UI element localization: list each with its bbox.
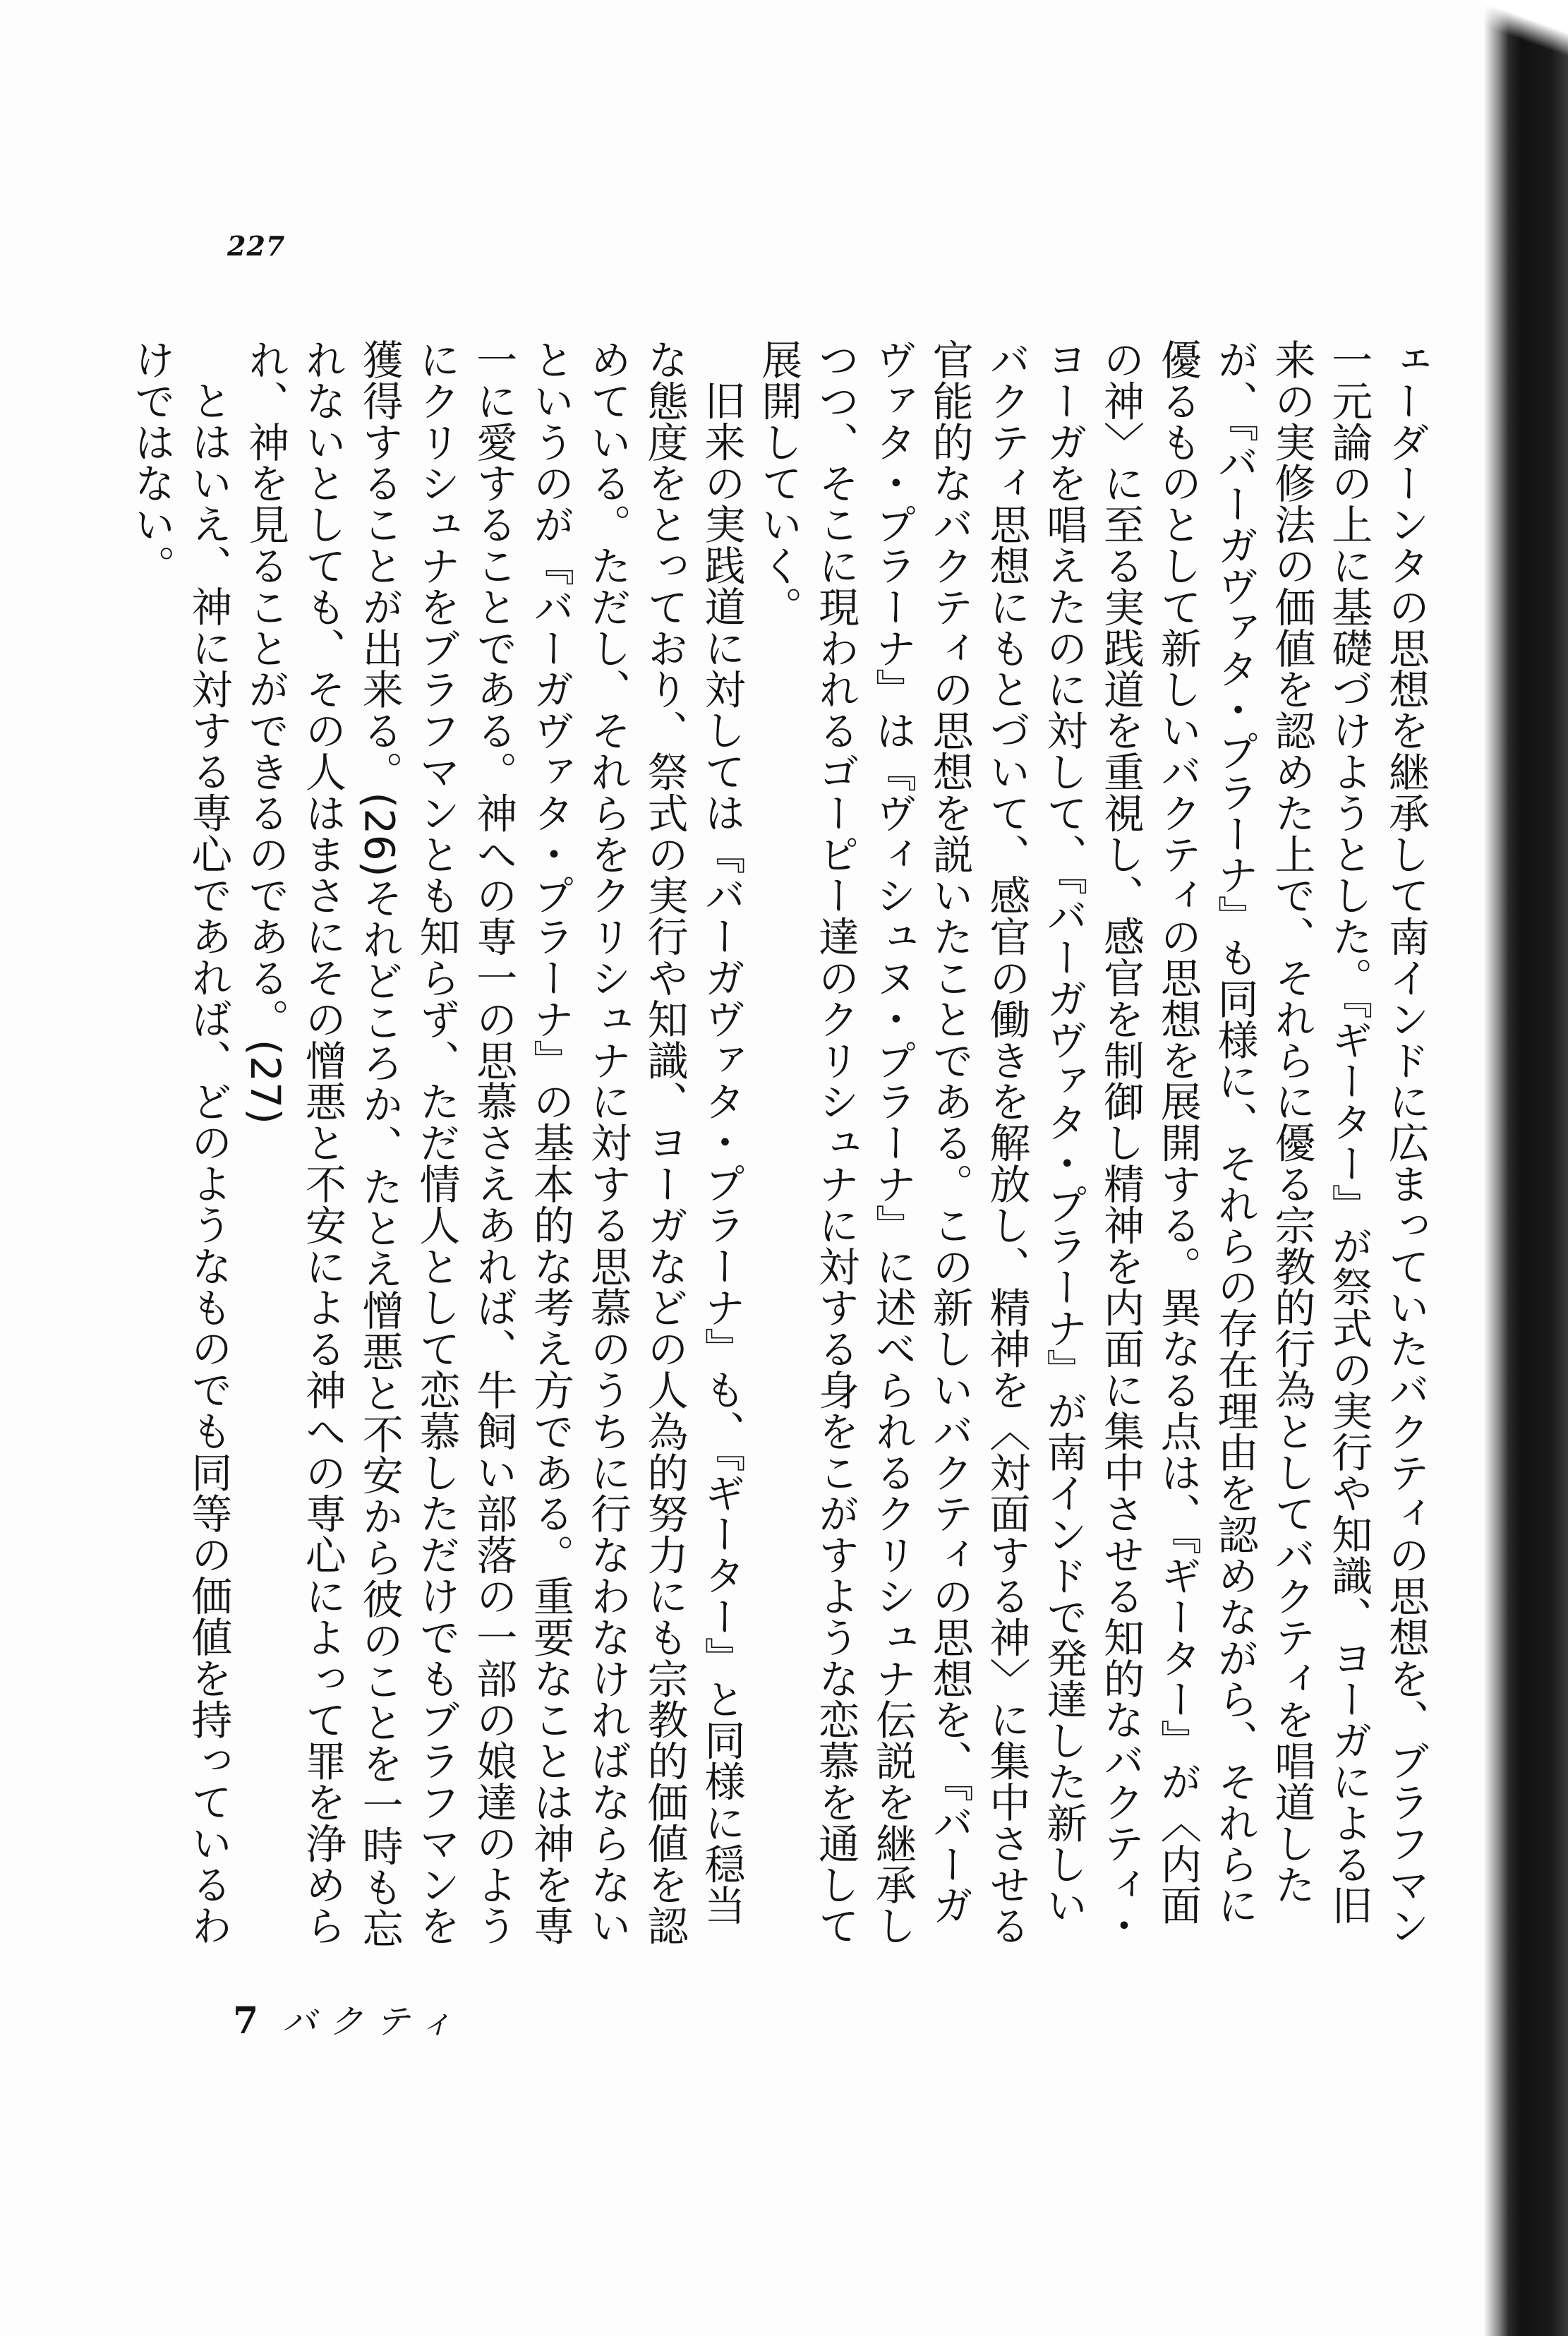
book-binding-corner (1483, 0, 1568, 64)
chapter-title: バクティ (282, 2002, 466, 2042)
chapter-footer (233, 1994, 466, 2043)
paragraph-2: 旧来の実践道に対しては『バーガヴァタ・プラーナ』も、『ギーター』と同様に穏当な態度をとっており、祭式の実行や知識、ヨーガなどの人為的努力にも宗教的価値を認めている。ただし、それらをクリシュナに対する思慕のうちに行なわなければならないというのが『バーガヴァタ・プラーナ』の基本的な考え方である。重要なことは神を専一に愛することである。神への専一の思慕さえあれば、牛飼い部落の一部の娘達のようにクリシュナをブラフマンとも知らず、ただ情人として恋慕しただけでもブラフマンを獲得することが出来る。(26)それどころか、たとえ憎悪と不安から彼のことを一時も忘れないとしても、その人はまさにその憎悪と不安による神への専心によって罪を浄められ、神を見ることができるのである。(27) (241, 339, 746, 1949)
paragraph-1: ェーダーンタの思想を継承して南インドに広まっていたバクティの思想を、ブラフマン一元論の上に基礎づけようとした。『ギーター』が祭式の実行や知識、ヨーガによる旧来の実修法の価値を認めた上で、それらに優る宗教的行為としてバクティを唱道したが、『バーガヴァタ・プラーナ』も同様に、それらの存在理由を認めながら、それらに優るものとして新しいバクティの思想を展開する。異なる点は、『ギーター』が〈内面の神〉に至る実践道を重視し、感官を制御し精神を内面に集中させる知的なバクティ・ヨーガを唱えたのに対して、『バーガヴァタ・プラーナ』が南インドで発達した新しいバクティ思想にもとづいて、感官の働きを解放し、精神を〈対面する神〉に集中させる官能的なバクティの思想を説いたことである。この新しいバクティの思想を、『バーガヴァタ・プラーナ』は『ヴィシュヌ・プラーナ』に述べられるクリシュナ伝説を継承しつつ、そこに現われるゴーピー達のクリシュナに対する身をこがすような恋慕を通して展開していく。 (754, 339, 1430, 1946)
chapter-number: 7 (233, 1999, 259, 2042)
page-number: 227 (227, 230, 286, 262)
body-text (127, 339, 1434, 1962)
paragraph-3: とはいえ、神に対する専心であれば、どのようなものでも同等の価値を持っているわけではない。 (127, 339, 233, 1946)
book-binding-shadow (1483, 0, 1568, 2336)
